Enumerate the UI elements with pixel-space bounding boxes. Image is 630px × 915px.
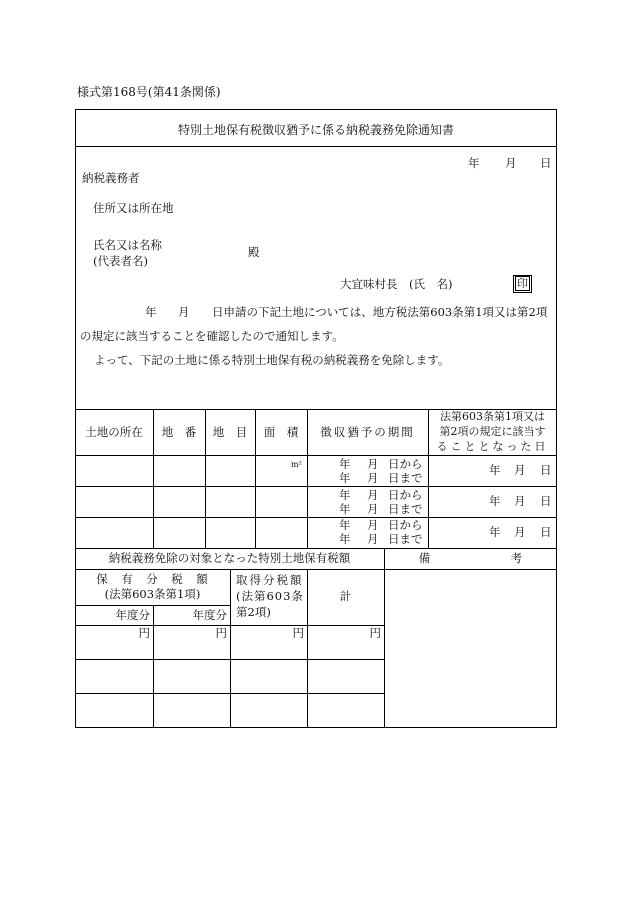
table-line bbox=[384, 569, 385, 728]
remarks-label: 備 考 bbox=[418, 551, 523, 565]
applies-day: 日 bbox=[540, 525, 552, 539]
fiscal-year-1: 年度分 bbox=[115, 608, 150, 622]
applies-day: 日 bbox=[540, 463, 552, 477]
yen-unit: 円 bbox=[138, 626, 150, 640]
table-line bbox=[75, 693, 384, 694]
area-unit: m² bbox=[291, 460, 302, 469]
table-line bbox=[75, 605, 230, 606]
applies-month: 月 bbox=[514, 494, 526, 508]
form-code: 様式第168号(第41条関係) bbox=[77, 85, 221, 99]
table-line bbox=[75, 486, 557, 487]
table-line bbox=[75, 548, 557, 549]
body-line-2: の規定に該当することを確認したので通知します。 bbox=[80, 329, 344, 343]
period-from-year: 年 bbox=[339, 488, 351, 502]
yen-unit: 円 bbox=[369, 626, 381, 640]
period-from-day: 日から bbox=[388, 518, 423, 532]
table-line bbox=[75, 517, 557, 518]
period-to-year: 年 bbox=[339, 532, 351, 546]
taxpayer-label: 納税義務者 bbox=[82, 171, 140, 185]
date-day: 日 bbox=[540, 156, 552, 170]
name-label: 氏名又は名称 bbox=[93, 238, 162, 252]
period-from-month: 月 bbox=[367, 488, 379, 502]
seal-icon: 印 bbox=[513, 275, 532, 293]
period-from-day: 日から bbox=[388, 488, 423, 502]
table-line bbox=[75, 569, 557, 570]
applies-year: 年 bbox=[489, 494, 501, 508]
period-from-year: 年 bbox=[339, 457, 351, 471]
header-period: 徴収猶予の期間 bbox=[320, 425, 415, 439]
table-line bbox=[75, 659, 384, 660]
yen-unit: 円 bbox=[215, 626, 227, 640]
header-applies-1: 法第603条第1項又は bbox=[440, 410, 545, 423]
holding-tax-label: 保 有 分 税 額 bbox=[96, 572, 209, 586]
header-area: 面 積 bbox=[263, 425, 299, 439]
date-month: 月 bbox=[505, 156, 517, 170]
header-applies-3: ることとなった日 bbox=[436, 440, 549, 453]
period-to-day: 日まで bbox=[388, 502, 423, 516]
table-line bbox=[75, 455, 557, 456]
acquisition-tax-2: (法第603条 bbox=[236, 589, 304, 603]
exempt-tax-title: 納税義務免除の対象となった特別土地保有税額 bbox=[108, 551, 351, 565]
period-to-month: 月 bbox=[367, 502, 379, 516]
yen-unit: 円 bbox=[292, 626, 304, 640]
body-line-3: よって、下記の土地に係る特別土地保有税の納税義務を免除します。 bbox=[94, 353, 450, 367]
period-from-year: 年 bbox=[339, 518, 351, 532]
body-month: 月 bbox=[178, 305, 190, 319]
applies-year: 年 bbox=[489, 463, 501, 477]
date-year: 年 bbox=[468, 156, 480, 170]
period-from-month: 月 bbox=[367, 457, 379, 471]
applies-day: 日 bbox=[540, 494, 552, 508]
acquisition-tax-3: 第2項) bbox=[236, 605, 271, 619]
address-label: 住所又は所在地 bbox=[93, 201, 174, 215]
body-line-1: 日申請の下記土地については、地方税法第603条第1項又は第2項 bbox=[212, 305, 548, 319]
period-from-month: 月 bbox=[367, 518, 379, 532]
period-to-year: 年 bbox=[339, 471, 351, 485]
period-from-day: 日から bbox=[388, 457, 423, 471]
table-line bbox=[230, 569, 231, 728]
period-to-day: 日まで bbox=[388, 471, 423, 485]
acquisition-tax-1: 取得分税額 bbox=[236, 573, 304, 587]
header-lot: 地 番 bbox=[161, 425, 197, 439]
issuer: 大宜味村長 (氏 名) bbox=[340, 277, 453, 291]
divider bbox=[75, 146, 557, 147]
total-label: 計 bbox=[339, 589, 352, 603]
holding-tax-sub: (法第603条第1項) bbox=[104, 587, 201, 601]
applies-year: 年 bbox=[489, 525, 501, 539]
applies-month: 月 bbox=[514, 525, 526, 539]
period-to-year: 年 bbox=[339, 502, 351, 516]
period-to-day: 日まで bbox=[388, 532, 423, 546]
header-applies-2: 第2項の規定に該当す bbox=[439, 425, 546, 438]
body-year: 年 bbox=[145, 305, 157, 319]
header-category: 地 目 bbox=[212, 425, 248, 439]
period-to-month: 月 bbox=[367, 471, 379, 485]
honorific: 殿 bbox=[248, 245, 260, 259]
applies-month: 月 bbox=[514, 463, 526, 477]
header-location: 土地の所在 bbox=[85, 425, 143, 439]
period-to-month: 月 bbox=[367, 532, 379, 546]
representative-label: (代表者名) bbox=[93, 254, 148, 268]
document-title: 特別土地保有税徴収猶予に係る納税義務免除通知書 bbox=[177, 123, 454, 137]
fiscal-year-2: 年度分 bbox=[192, 608, 227, 622]
